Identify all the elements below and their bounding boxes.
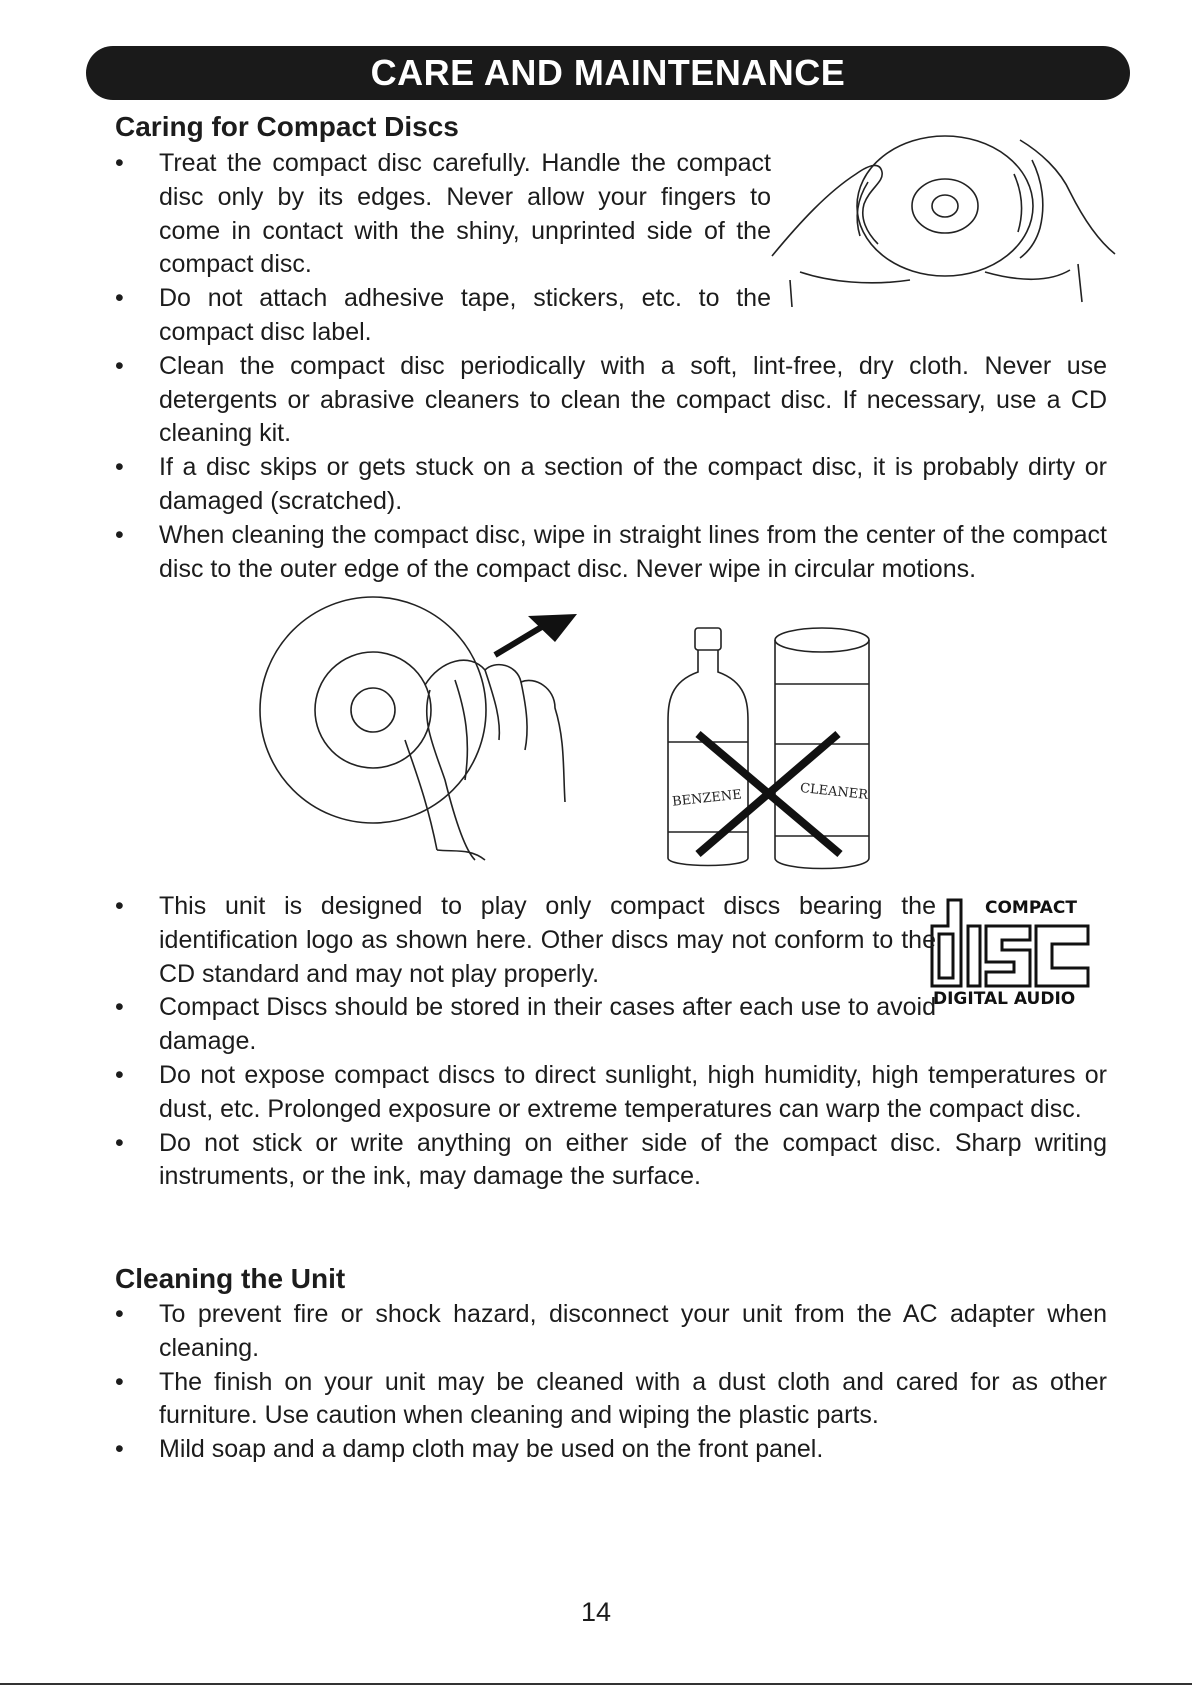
list-item: • If a disc skips or gets stuck on a section of the compact disc, it is probably dirty or damaged (scratched). [115,451,1107,519]
list-item: • Do not expose compact discs to direct sunlight, high humidity, high temperatures or dust, etc. Prolonged exposure or extreme temperatures can warp the compact disc. [115,1059,1107,1127]
heading-caring-for-discs: Caring for Compact Discs [115,111,459,142]
list-item: • Compact Discs should be stored in their cases after each use to avoid damage. [115,991,936,1059]
list-item: • The finish on your unit may be cleaned with a dust cloth and cared for as other furniture. Use caution when cleaning and wiping the plastic parts. [115,1366,1107,1434]
list-item: • Do not attach adhesive tape, stickers, etc. to the compact disc label. [115,282,771,350]
disc-care-list [115,147,1107,586]
list-item: • Mild soap and a damp cloth may be used on the front panel. [115,1433,1107,1467]
list-item: • Clean the compact disc periodically with a soft, lint-free, dry cloth. Never use detergents or abrasive cleaners to clean the compact disc. If necessary, use a CD cleaning kit. [115,350,1107,451]
section-banner: CARE AND MAINTENANCE [86,46,1130,100]
no-solvents-illustration [660,622,890,874]
list-item: • When cleaning the compact disc, wipe in straight lines from the center of the compact disc to the outer edge of the compact disc. Never wipe in circular motions. [115,519,1107,587]
list-item: • Do not stick or write anything on either side of the compact disc. Sharp writing instruments, or the ink, may damage the surface. [115,1127,1107,1195]
heading-cleaning-the-unit: Cleaning the Unit [115,1263,346,1294]
benzene-label: BENZENE [671,787,743,810]
logo-digital-audio-text: DIGITAL AUDIO [933,989,1076,1008]
logo-compact-text: COMPACT [985,898,1077,918]
cleaner-label: CLEANER [799,780,869,803]
list-item: • This unit is designed to play only compact discs bearing the identification logo as shown here. Other discs may not conform to the CD standard and may not play properly. [115,890,936,991]
list-item: • To prevent fire or shock hazard, disconnect your unit from the AC adapter when cleaning. [115,1298,1107,1366]
page-number: 14 [580,1597,612,1627]
disc-storage-list [115,890,1107,1194]
list-item: • Treat the compact disc carefully. Handle the compact disc only by its edges. Never allow your fingers to come in contact with the shiny, unprinted side of the compact disc. [115,147,771,282]
unit-cleaning-list [115,1298,1107,1467]
wiping-disc-illustration [255,590,615,870]
